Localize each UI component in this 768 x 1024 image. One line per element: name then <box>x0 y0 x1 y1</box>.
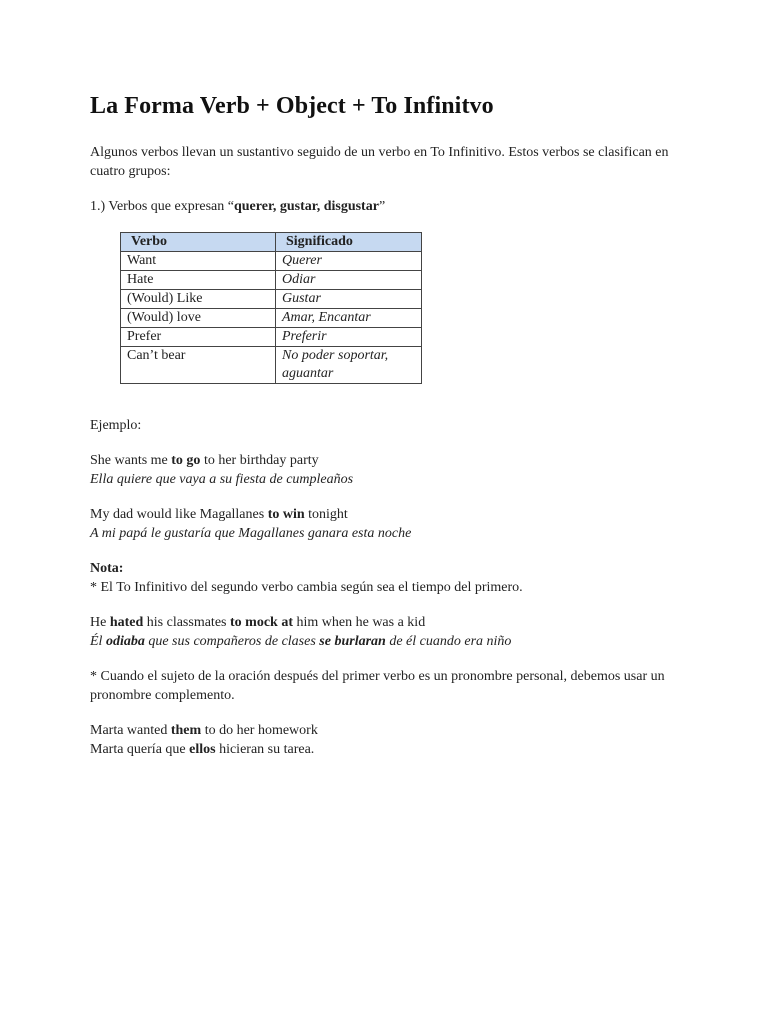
group1-prefix: 1.) Verbos que expresan “ <box>90 198 234 214</box>
example-4-spanish <box>90 740 678 759</box>
example-text: hicieran su tarea. <box>215 741 315 757</box>
example-2-spanish: A mi papá le gustaría que Magallanes ganara esta noche <box>90 525 412 541</box>
example-4 <box>90 721 678 759</box>
table-cell-significado: Amar, Encantar <box>276 308 422 327</box>
table-cell-significado: Gustar <box>276 289 422 308</box>
table-row <box>121 270 422 289</box>
example-1-english <box>90 451 678 470</box>
example-text: Marta wanted <box>90 722 171 738</box>
example-2 <box>90 505 678 543</box>
group1-suffix: ” <box>378 198 386 214</box>
example-text: his classmates <box>143 614 230 630</box>
table-cell-verbo: Prefer <box>121 327 276 346</box>
table-header-row <box>121 232 422 251</box>
column-header-significado: Significado <box>276 232 422 251</box>
ejemplo-label: Ejemplo: <box>90 417 142 433</box>
example-1-spanish: Ella quiere que vaya a su fiesta de cumpleaños <box>90 471 354 487</box>
example-text: Marta quería que <box>90 741 190 757</box>
example-highlight: se burlaran <box>319 633 386 649</box>
example-text: him when he was a kid <box>293 614 426 630</box>
example-1 <box>90 451 678 489</box>
example-text: My dad would like Magallanes <box>90 506 268 522</box>
nota-label <box>90 559 678 578</box>
table-row <box>121 308 422 327</box>
example-text: que sus compañeros de clases <box>144 633 320 649</box>
example-text: He <box>90 614 110 630</box>
example-highlight: to win <box>267 506 305 522</box>
table-cell-significado: No poder soportar, aguantar <box>276 346 422 383</box>
example-highlight: ellos <box>189 741 216 757</box>
example-text: to her birthday party <box>200 452 319 468</box>
example-3-spanish <box>90 632 678 651</box>
table-cell-verbo: Can’t bear <box>121 346 276 383</box>
example-text: She wants me <box>90 452 172 468</box>
column-header-verbo: Verbo <box>121 232 276 251</box>
example-4-english <box>90 721 678 740</box>
group1-heading <box>90 197 678 216</box>
page-title: La Forma Verb + Object + To Infinitvo <box>90 93 494 119</box>
example-highlight: odiaba <box>105 633 145 649</box>
table-cell-verbo: Hate <box>121 270 276 289</box>
nota-section <box>90 559 678 597</box>
example-highlight: them <box>170 722 202 738</box>
table-row <box>121 346 422 383</box>
spacer <box>90 384 678 416</box>
table-cell-significado: Preferir <box>276 327 422 346</box>
verb-table <box>120 232 422 384</box>
example-text: Él <box>90 633 106 649</box>
intro-paragraph: Algunos verbos llevan un sustantivo seguido de un verbo en To Infinitivo. Estos verbos se clasifican en cuatro grupos: <box>90 144 669 179</box>
group1-bold: querer, gustar, disgustar <box>233 198 379 214</box>
table-cell-verbo: (Would) Like <box>121 289 276 308</box>
table-cell-verbo: Want <box>121 251 276 270</box>
table-row <box>121 289 422 308</box>
table-cell-significado: Querer <box>276 251 422 270</box>
example-highlight: to go <box>171 452 201 468</box>
table-row <box>121 327 422 346</box>
example-text: tonight <box>304 506 348 522</box>
nota-label-text: Nota: <box>90 560 124 576</box>
example-highlight: hated <box>109 614 144 630</box>
example-highlight: to mock at <box>230 614 293 630</box>
table-cell-verbo: (Would) love <box>121 308 276 327</box>
table-cell-significado: Odiar <box>276 270 422 289</box>
example-text: de él cuando era niño <box>385 633 512 649</box>
table-row <box>121 251 422 270</box>
example-text: to do her homework <box>201 722 318 738</box>
example-3 <box>90 613 678 651</box>
example-3-english <box>90 613 678 632</box>
nota-1: * El To Infinitivo del segundo verbo cambia según sea el tiempo del primero. <box>90 579 523 595</box>
nota-2: * Cuando el sujeto de la oración después del primer verbo es un pronombre personal, debemos usar un pronombre complemento. <box>90 668 665 703</box>
example-2-english <box>90 505 678 524</box>
